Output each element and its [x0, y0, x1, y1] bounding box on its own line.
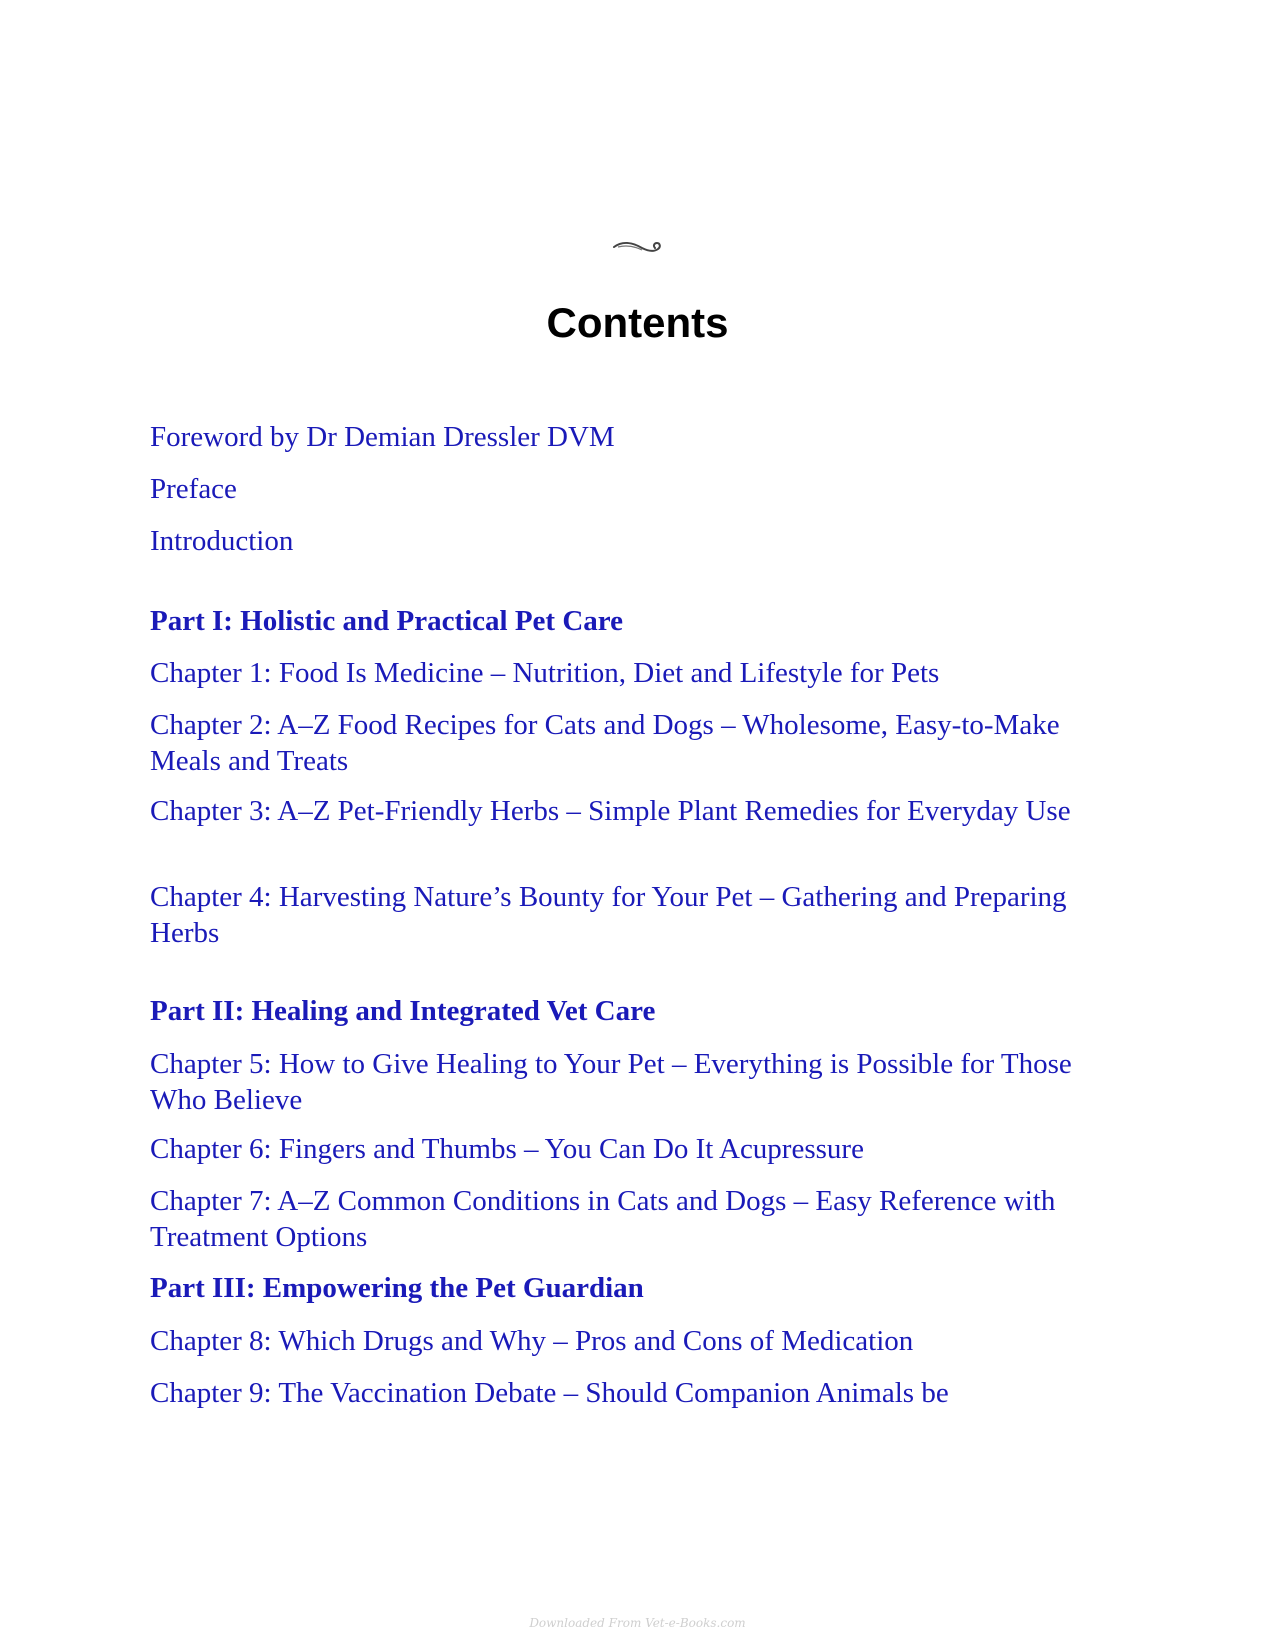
flourish-ornament-icon	[612, 238, 664, 260]
toc-entry-part-2[interactable]: Part II: Healing and Integrated Vet Care	[150, 995, 656, 1027]
toc-entry-preface[interactable]: Preface	[150, 473, 237, 505]
toc-entry-chapter-6[interactable]: Chapter 6: Fingers and Thumbs – You Can Do It Acupressure	[150, 1133, 864, 1165]
toc-entry-chapter-9[interactable]: Chapter 9: The Vaccination Debate – Should Companion Animals be	[150, 1377, 949, 1409]
toc-entry-chapter-4[interactable]: Chapter 4: Harvesting Nature’s Bounty for Your Pet – Gathering and Preparing Herbs	[150, 881, 1067, 949]
page-title: Contents	[546, 299, 729, 346]
toc-entry-chapter-8[interactable]: Chapter 8: Which Drugs and Why – Pros and Cons of Medication	[150, 1325, 914, 1357]
toc-entry-chapter-5[interactable]: Chapter 5: How to Give Healing to Your Pet – Everything is Possible for Those Who Believe	[150, 1048, 1072, 1116]
toc-entry-chapter-3[interactable]: Chapter 3: A–Z Pet-Friendly Herbs – Simple Plant Remedies for Everyday Use	[150, 795, 1071, 827]
toc-entry-part-3[interactable]: Part III: Empowering the Pet Guardian	[150, 1272, 644, 1304]
toc-entry-foreword[interactable]: Foreword by Dr Demian Dressler DVM	[150, 421, 615, 453]
toc-entry-chapter-1[interactable]: Chapter 1: Food Is Medicine – Nutrition, Diet and Lifestyle for Pets	[150, 657, 940, 689]
toc-entry-introduction[interactable]: Introduction	[150, 525, 294, 557]
toc-entry-chapter-2[interactable]: Chapter 2: A–Z Food Recipes for Cats and Dogs – Wholesome, Easy-to-Make Meals and Treats	[150, 709, 1060, 777]
toc-entry-chapter-7[interactable]: Chapter 7: A–Z Common Conditions in Cats and Dogs – Easy Reference with Treatment Options	[150, 1185, 1056, 1253]
download-watermark: Downloaded From Vet-e-Books.com	[529, 1616, 746, 1630]
toc-entry-part-1[interactable]: Part I: Holistic and Practical Pet Care	[150, 605, 623, 637]
